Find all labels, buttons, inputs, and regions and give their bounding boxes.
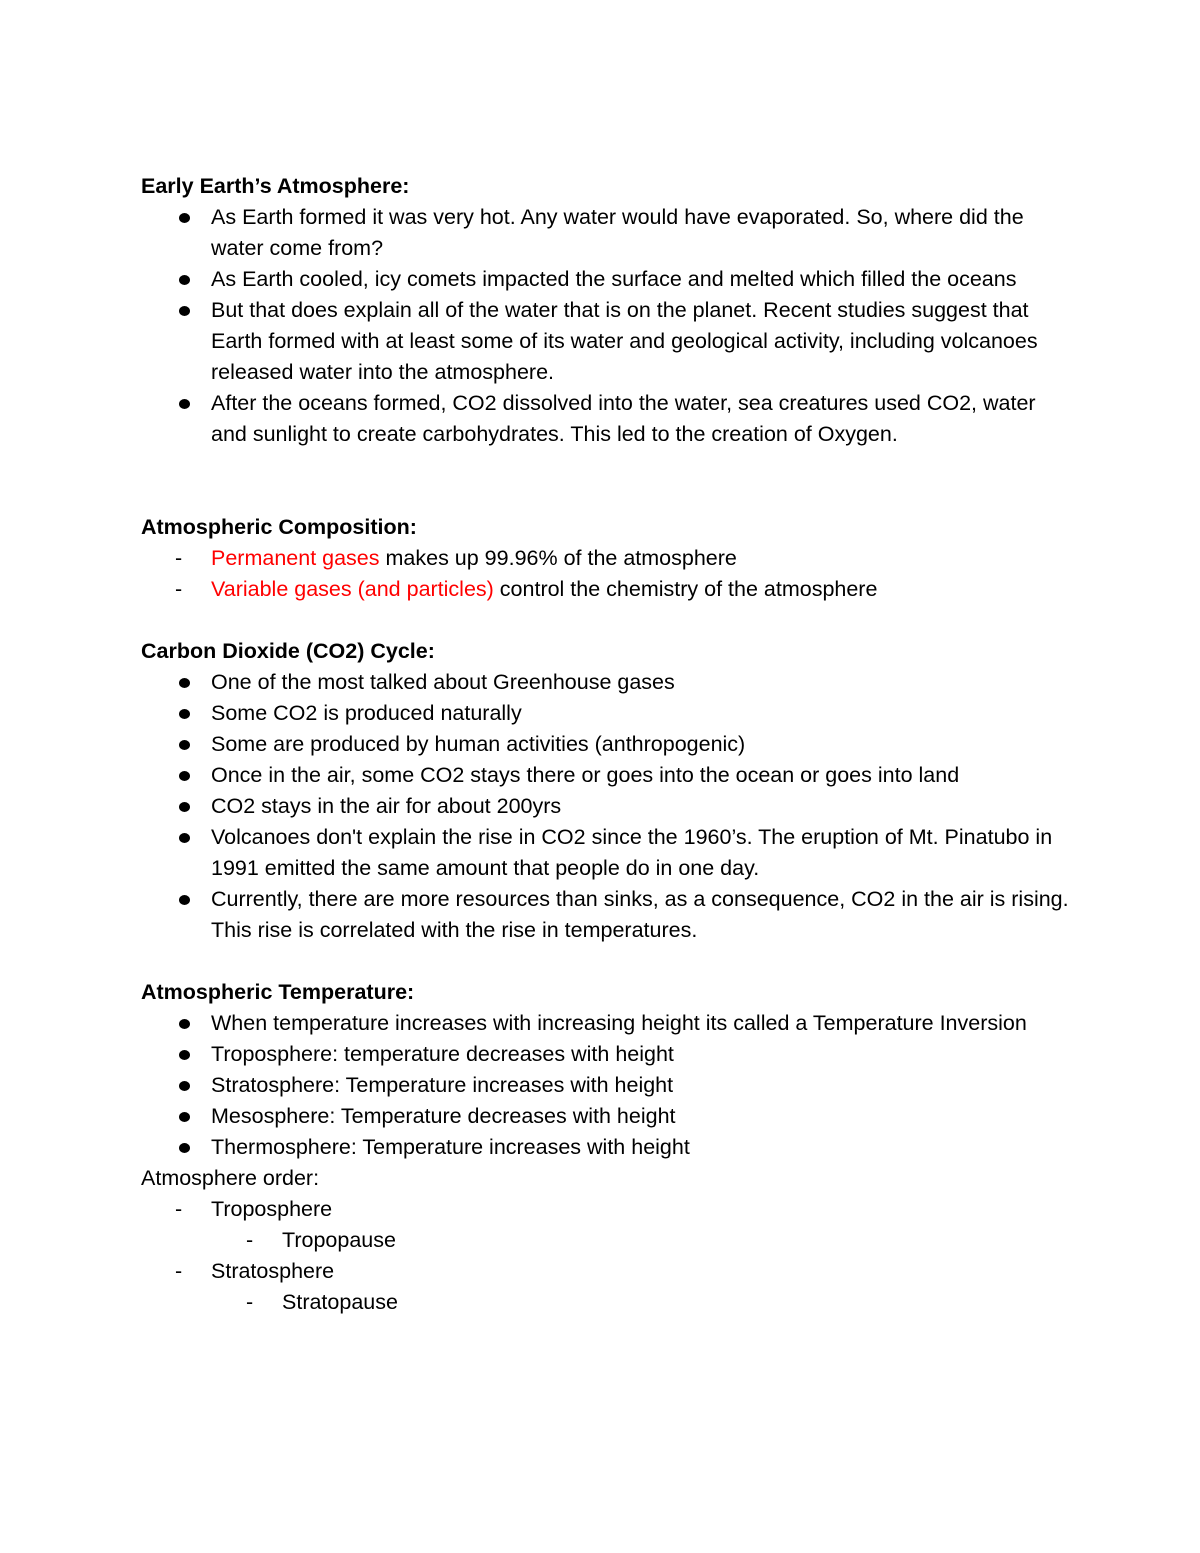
list-item-text: One of the most talked about Greenhouse gases <box>211 670 675 694</box>
bullet-icon <box>179 895 190 905</box>
layer-name: Troposphere <box>211 1197 333 1221</box>
list-item <box>141 1194 1071 1225</box>
bullet-icon <box>179 1112 190 1122</box>
section-heading-early-earth: Early Earth’s Atmosphere: <box>141 174 410 198</box>
bullet-icon <box>179 1019 190 1029</box>
list-item <box>141 1132 1071 1163</box>
list-item <box>141 1101 1071 1132</box>
co2-cycle-list <box>141 667 1071 946</box>
list-item <box>141 1008 1071 1039</box>
list-item-text: As Earth formed it was very hot. Any water would have evaporated. So, where did the water come from? <box>211 205 1024 260</box>
list-item <box>141 543 1071 574</box>
dash-icon: - <box>175 577 183 601</box>
list-item <box>141 1070 1071 1101</box>
early-earth-list <box>141 202 1071 450</box>
layer-name: Stratosphere <box>211 1259 335 1283</box>
list-item-text: When temperature increases with increasing height its called a Temperature Inversion <box>211 1011 1027 1035</box>
bullet-icon <box>179 740 190 750</box>
atmosphere-order-list <box>141 1194 1071 1225</box>
list-item <box>141 791 1071 822</box>
bullet-icon <box>179 1143 190 1153</box>
section-heading-co2-cycle: Carbon Dioxide (CO2) Cycle: <box>141 639 435 663</box>
bullet-icon <box>179 802 190 812</box>
list-item <box>141 698 1071 729</box>
list-item <box>141 884 1071 946</box>
bullet-icon <box>179 306 190 316</box>
dash-icon: - <box>175 546 183 570</box>
list-item-text: Volcanoes don't explain the rise in CO2 since the 1960’s. The eruption of Mt. Pinatubo in 1991 emitted the same amount that people do in one day. <box>211 825 1053 880</box>
highlight-text: Permanent gases <box>211 546 380 570</box>
list-item-text: Stratosphere: Temperature increases with height <box>211 1073 674 1097</box>
list-item <box>141 202 1071 264</box>
document-page <box>141 171 1071 1318</box>
list-item <box>141 388 1071 450</box>
list-item <box>141 1225 1071 1256</box>
list-item-text: CO2 stays in the air for about 200yrs <box>211 794 562 818</box>
bullet-icon <box>179 275 190 285</box>
list-item <box>141 264 1071 295</box>
bullet-icon <box>179 1050 190 1060</box>
bullet-icon <box>179 213 190 223</box>
dash-icon: - <box>175 1197 183 1221</box>
list-item-text: Mesosphere: Temperature decreases with height <box>211 1104 676 1128</box>
list-item-text: Once in the air, some CO2 stays there or goes into the ocean or goes into land <box>211 763 960 787</box>
list-item <box>141 295 1071 388</box>
list-item <box>141 667 1071 698</box>
pause-name: Tropopause <box>282 1228 396 1252</box>
dash-icon: - <box>175 1259 183 1283</box>
spacer <box>141 605 1071 636</box>
highlight-text: Variable gases (and particles) <box>211 577 494 601</box>
spacer <box>141 946 1071 977</box>
list-item-text: Some are produced by human activities (anthropogenic) <box>211 732 746 756</box>
atmosphere-order-sublist <box>141 1287 1071 1318</box>
dash-icon: - <box>246 1228 254 1252</box>
list-item <box>141 1039 1071 1070</box>
atmosphere-order-label: Atmosphere order: <box>141 1166 320 1190</box>
atmosphere-order-sublist <box>141 1225 1071 1256</box>
list-item-text: Troposphere: temperature decreases with height <box>211 1042 674 1066</box>
bullet-icon <box>179 771 190 781</box>
list-item <box>141 574 1071 605</box>
pause-name: Stratopause <box>282 1290 398 1314</box>
list-item-text: Thermosphere: Temperature increases with height <box>211 1135 690 1159</box>
bullet-icon <box>179 833 190 843</box>
atmosphere-order-list <box>141 1256 1071 1287</box>
bullet-icon <box>179 1081 190 1091</box>
list-item-text: As Earth cooled, icy comets impacted the surface and melted which filled the oceans <box>211 267 1017 291</box>
composition-list <box>141 543 1071 605</box>
bullet-icon <box>179 399 190 409</box>
list-item-text: Currently, there are more resources than sinks, as a consequence, CO2 in the air is rising. This rise is correlated with the rise in temperatures. <box>211 887 1069 942</box>
list-item-text: After the oceans formed, CO2 dissolved into the water, sea creatures used CO2, water and sunlight to create carbohydrates. This led to the creation of Oxygen. <box>211 391 1036 446</box>
list-item-text: Some CO2 is produced naturally <box>211 701 522 725</box>
temperature-list <box>141 1008 1071 1163</box>
list-item-text: control the chemistry of the atmosphere <box>493 577 878 601</box>
bullet-icon <box>179 678 190 688</box>
list-item-text: makes up 99.96% of the atmosphere <box>379 546 737 570</box>
list-item <box>141 1256 1071 1287</box>
list-item <box>141 1287 1071 1318</box>
list-item <box>141 822 1071 884</box>
dash-icon: - <box>246 1290 254 1314</box>
bullet-icon <box>179 709 190 719</box>
list-item-text: But that does explain all of the water that is on the planet. Recent studies suggest that Earth formed with at least some of its water and geological activity, including volcanoes released water into the atmosphere. <box>211 298 1038 384</box>
list-item <box>141 760 1071 791</box>
spacer <box>141 450 1071 512</box>
section-heading-composition: Atmospheric Composition: <box>141 515 417 539</box>
section-heading-temperature: Atmospheric Temperature: <box>141 980 415 1004</box>
list-item <box>141 729 1071 760</box>
